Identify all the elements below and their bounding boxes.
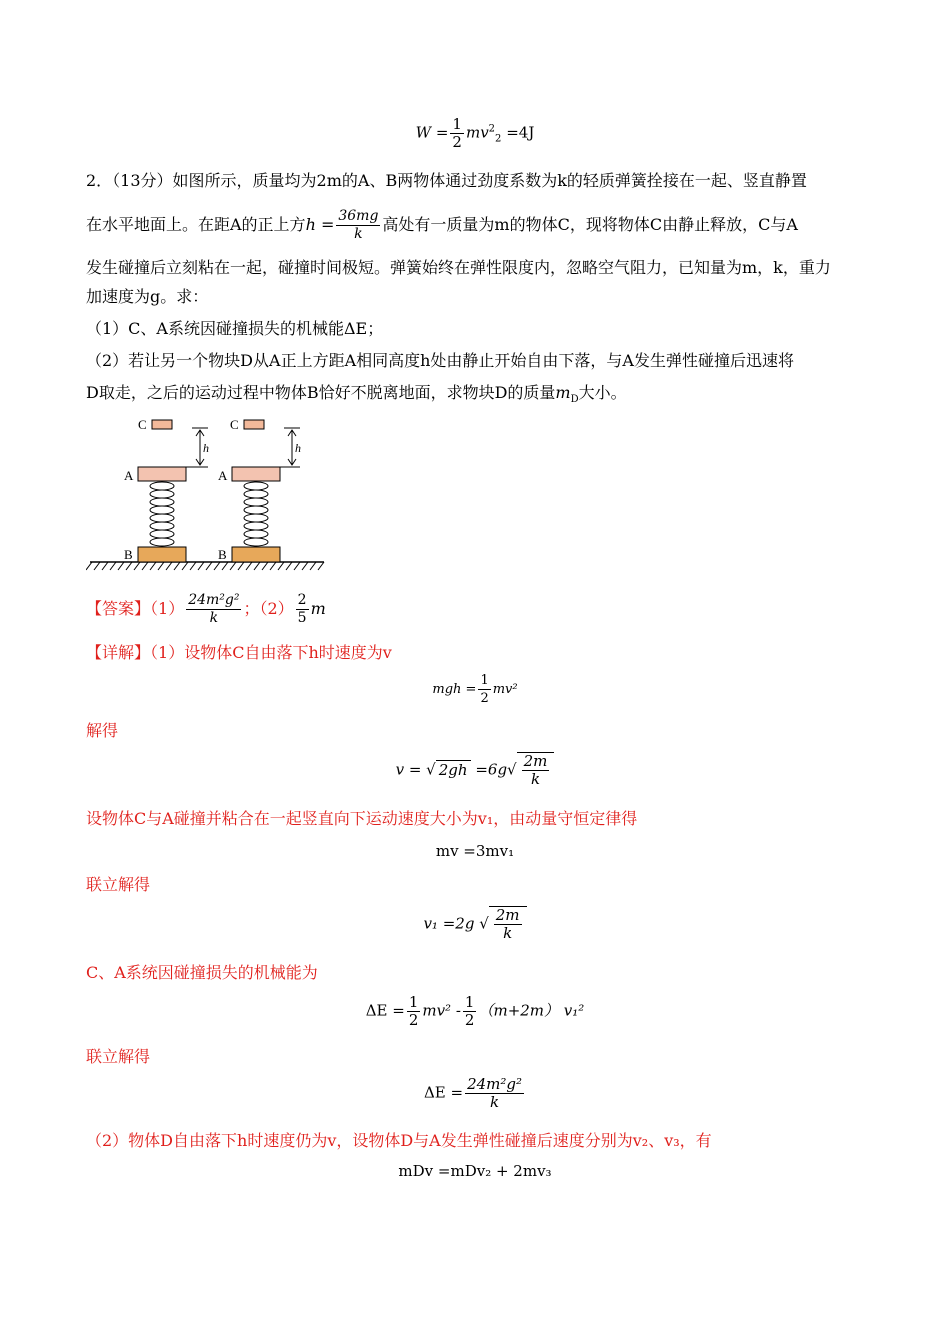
- block-c-left: [152, 420, 172, 429]
- label-a-left: A: [124, 468, 134, 483]
- answer-1-fraction: $\frac{\text{24m²g²}}{k}$: [188, 592, 240, 626]
- label-b-left: B: [124, 547, 133, 562]
- eq-velocity: v = √ 2gh =6g√ $\frac{2m}{k}$: [0, 752, 950, 788]
- lianli-1: 联立解得: [86, 875, 151, 894]
- label-b-right: B: [218, 547, 227, 562]
- ground-hatch: [86, 562, 324, 570]
- solution-momentum-text: 设物体C与A碰撞并粘合在一起竖直向下运动速度大小为v₁，由动量守恒定律得: [86, 809, 638, 828]
- eq-elastic-momentum: mDv =mDv₂ + 2mv₃: [398, 1162, 552, 1180]
- label-a-right: A: [218, 468, 228, 483]
- left-assembly: [124, 417, 209, 562]
- label-c-right: C: [230, 417, 239, 432]
- h-fraction: $\frac{36mg}{k}$: [338, 208, 379, 242]
- block-b-left: [138, 547, 186, 562]
- block-b-right: [232, 547, 280, 562]
- label-c-left: C: [138, 417, 147, 432]
- block-a-right: [232, 467, 280, 481]
- solution-energy-loss-text: C、A系统因碰撞损失的机械能为: [86, 963, 318, 982]
- jiede-1: 解得: [86, 721, 119, 740]
- solution-intro: 【详解】（1）设物体C自由落下h时速度为v: [86, 643, 392, 662]
- question-2a: （2）若让另一个物块D从A正上方距A相同高度h处由静止开始自由下落，与A发生弹性碰撞后迅速将: [86, 351, 794, 370]
- block-c-right: [244, 420, 264, 429]
- problem-line-3: 发生碰撞后立刻粘在一起，碰撞时间极短。弹簧始终在弹性限度内，忽略空气阻力，已知量为m，k，重力: [86, 258, 831, 277]
- label-h-left: h: [203, 441, 209, 455]
- eq-v1: v₁ =2g √ $\frac{2m}{k}$: [0, 906, 950, 942]
- block-a-left: [138, 467, 186, 481]
- spring-right: [244, 482, 268, 546]
- problem-line-4: 加速度为g。求：: [86, 287, 209, 306]
- problem-line-1: 2．（13分）如图所示，质量均为2m的A、B两物体通过劲度系数为k的轻质弹簧拴接在一起、竖直静置: [86, 171, 807, 190]
- question-1: （1）C、A系统因碰撞损失的机械能ΔE；: [86, 319, 384, 338]
- lianli-2: 联立解得: [86, 1047, 151, 1066]
- eq-energy: mgh = $\frac{1}{2}$ mv²: [432, 673, 518, 706]
- answer-2-fraction: $\frac{2}{5}$: [297, 592, 307, 626]
- work-equation: W = $\frac{1}{2}$ $mv^2_2 =4J$: [415, 115, 535, 151]
- eq-delta-e-result: ΔE = $\frac{\text{24m²g²}}{k}$: [423, 1075, 523, 1111]
- spring-left: [150, 482, 174, 546]
- label-h-right: h: [295, 441, 301, 455]
- question-2b: D取走，之后的运动过程中物体B恰好不脱离地面，求物块D的质量$m_D$大小。: [86, 383, 627, 406]
- eq-delta-e: ΔE = $\frac{1}{2}$ mv² - $\frac{1}{2}$ （m+2m） v₁²: [365, 993, 585, 1029]
- problem-line-2: 在水平地面上。在距A的正上方h = $\frac{36mg}{k}$ 高处有一质量为m的物体C，现将物体C由静止释放，C与A: [86, 208, 798, 242]
- spring-diagram: [86, 410, 336, 575]
- right-assembly: [218, 417, 301, 562]
- eq-momentum: mv =3mv₁: [435, 842, 515, 860]
- solution-part-2-text: （2）物体D自由落下h时速度仍为v，设物体D与A发生弹性碰撞后速度分别为v₂、v₃，有: [86, 1131, 712, 1150]
- answer-line: 【答案】（1） $\frac{\text{24m²g²}}{k}$ ；（2） $\frac{2}{5}$ m: [86, 592, 326, 626]
